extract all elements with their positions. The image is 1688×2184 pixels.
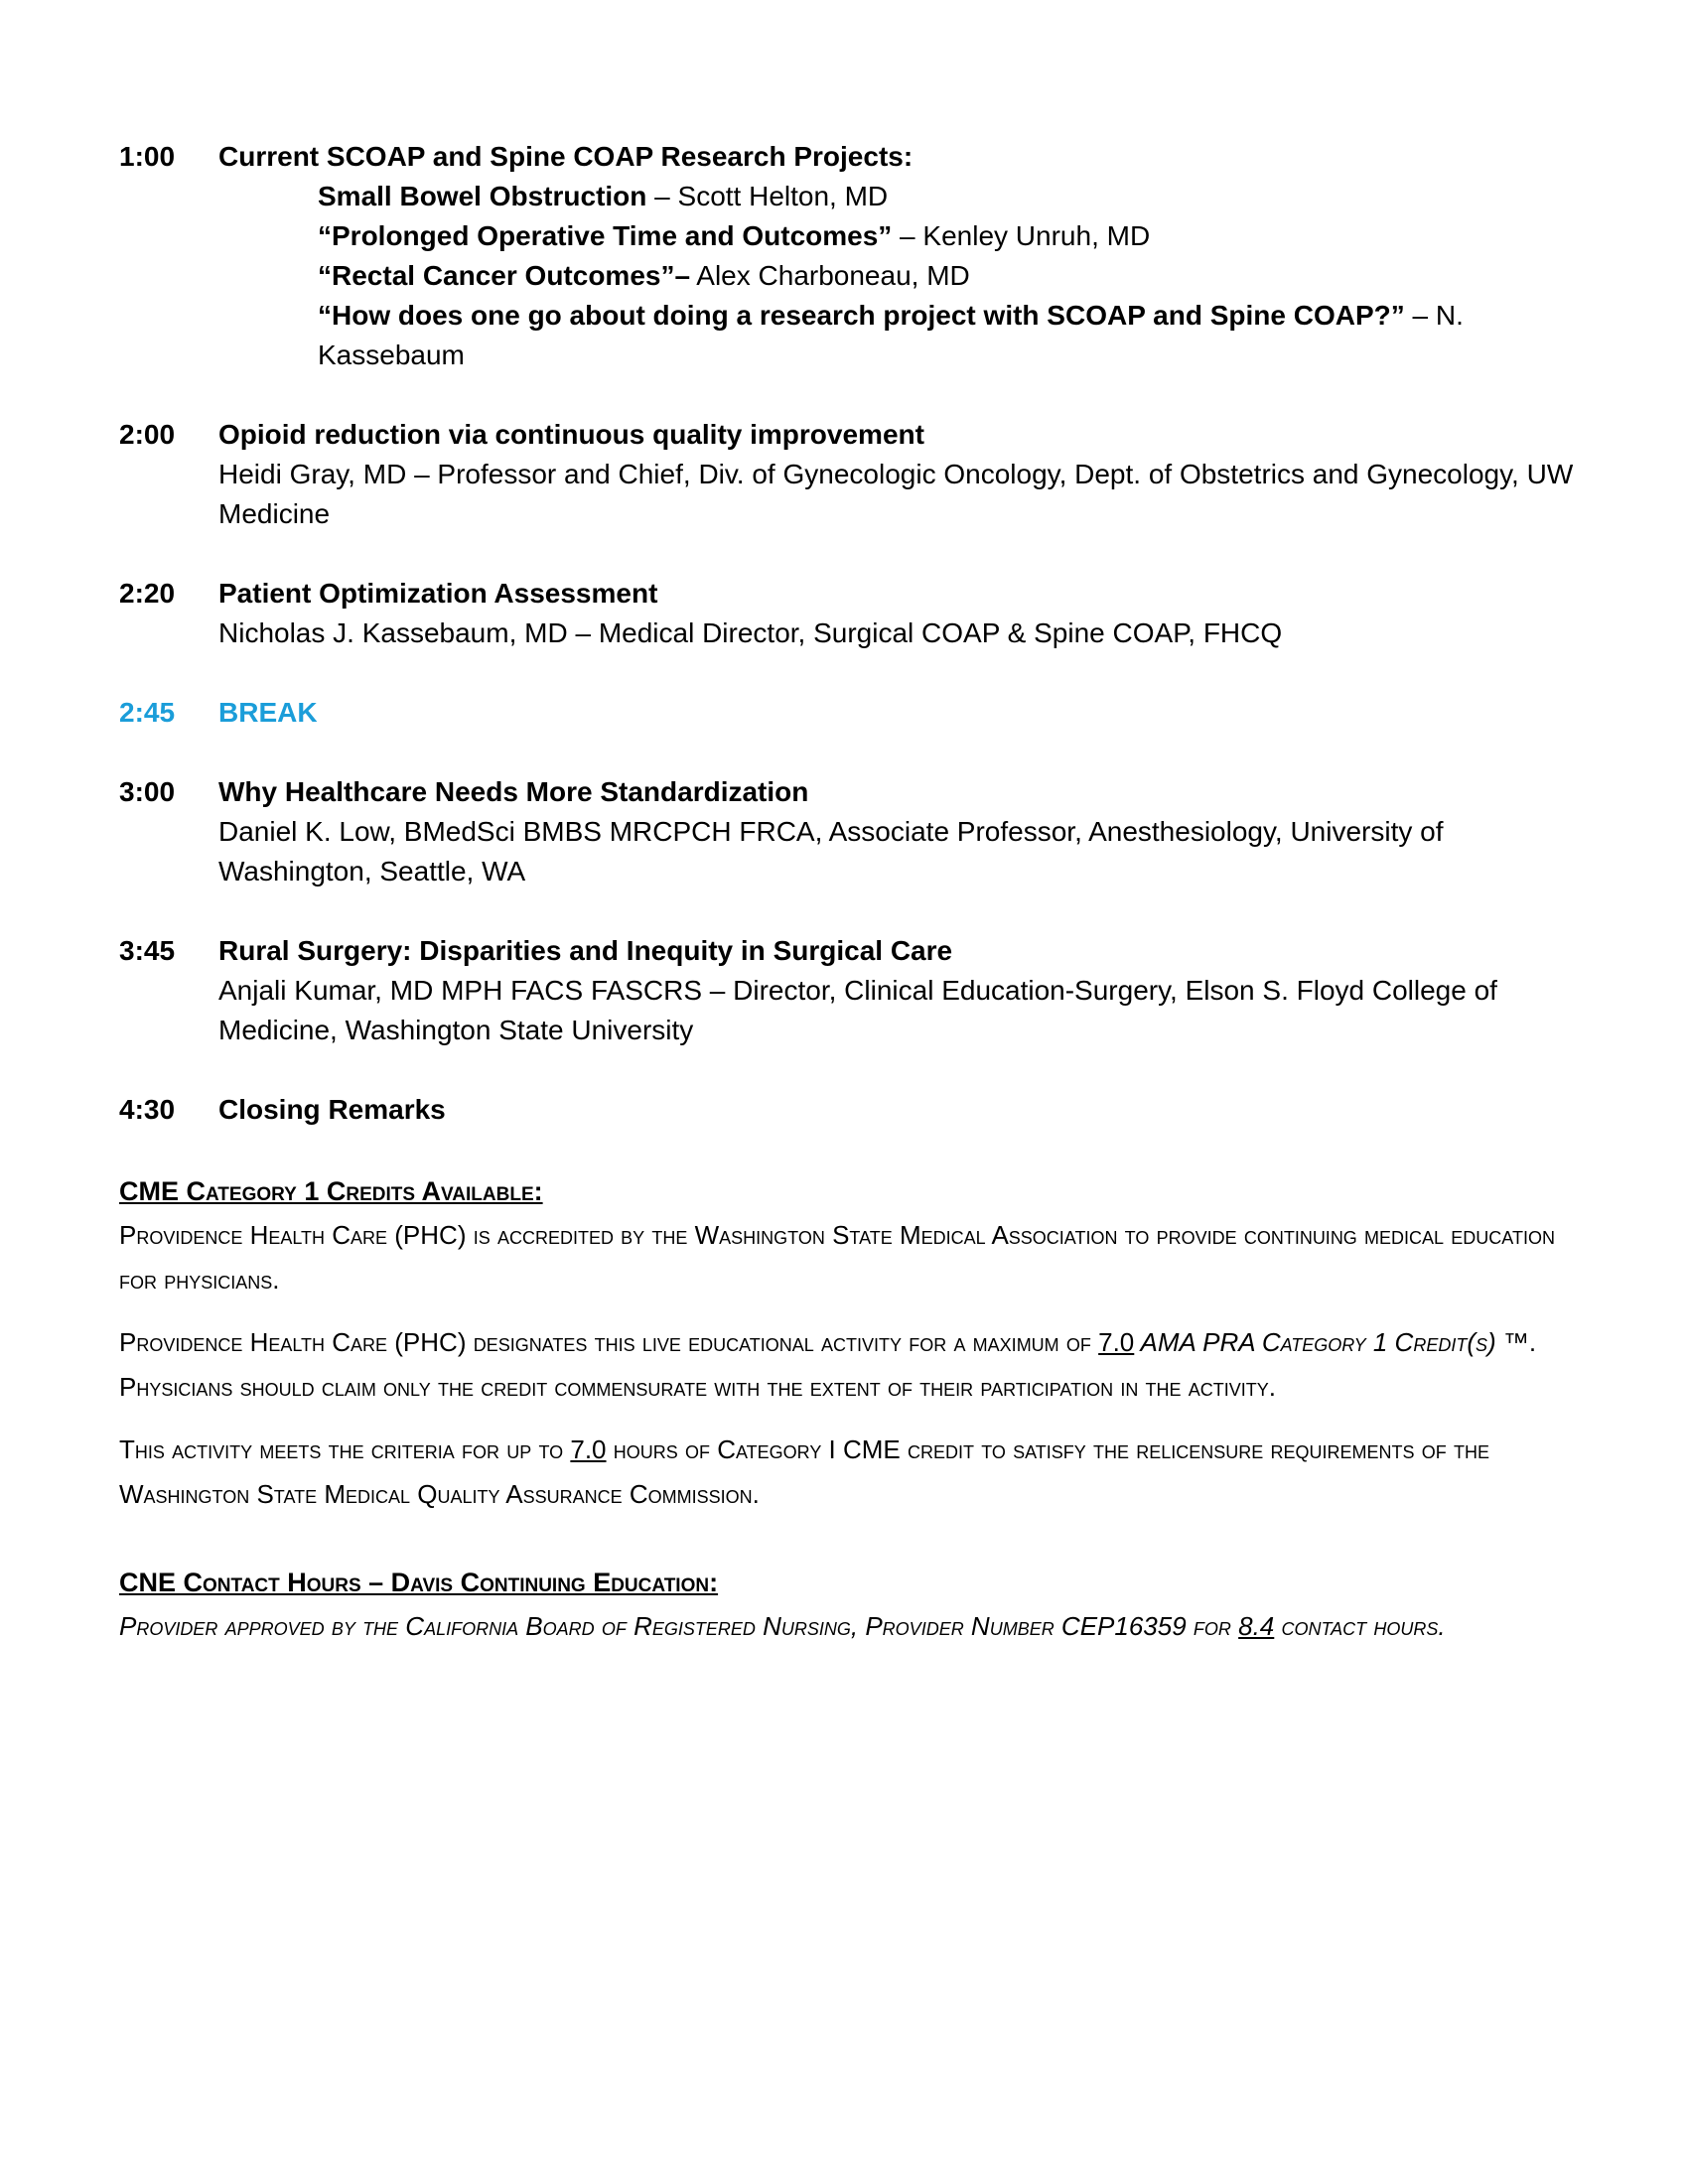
- session-time: 2:00: [119, 419, 176, 450]
- session-body: [218, 137, 1574, 375]
- cme-relicensure-text: This activity meets the criteria for up to: [119, 1434, 571, 1464]
- session-title: Why Healthcare Needs More Standardization: [218, 776, 809, 807]
- session-time: 4:30: [119, 1094, 176, 1125]
- session-subitem: [318, 177, 1574, 216]
- session-subitem: [318, 256, 1574, 296]
- subitem-presenter: – N. Kassebaum: [318, 300, 1464, 370]
- cne-provider-text-tail: contact hours.: [1274, 1611, 1446, 1641]
- session-time: 1:00: [119, 141, 176, 172]
- session-subitem: [318, 296, 1574, 375]
- cme-credit-type: AMA PRA Category 1 Credit(s) ™: [1134, 1327, 1529, 1357]
- cne-hours-value: 8.4: [1238, 1611, 1275, 1641]
- session-time: 2:20: [119, 578, 176, 609]
- cme-heading: CME Category 1 Credits Available:: [119, 1176, 543, 1206]
- subitem-topic: “Rectal Cancer Outcomes”–: [318, 260, 691, 291]
- session-time: 3:00: [119, 776, 176, 807]
- session-research-projects: [119, 137, 1574, 375]
- cme-relicensure-text-tail: hours of Category I CME credit to satisfy the relicensure requirements of the Washington State Medical Quality Assurance Commission.: [119, 1434, 1489, 1509]
- cme-hours-value: 7.0: [570, 1434, 607, 1464]
- session-time: 3:45: [119, 935, 176, 966]
- session-subitems: [318, 177, 1574, 375]
- session-rural-surgery: [119, 931, 1574, 1050]
- subitem-presenter: – Scott Helton, MD: [646, 181, 889, 211]
- cme-relicensure-paragraph: [119, 1428, 1574, 1517]
- session-body: [218, 1090, 1574, 1130]
- session-title: BREAK: [218, 697, 318, 728]
- session-speaker: Daniel K. Low, BMedSci BMBS MRCPCH FRCA, Associate Professor, Anesthesiology, University of Washington, Seattle, WA: [218, 816, 1444, 887]
- session-speaker: Anjali Kumar, MD MPH FACS FASCRS – Director, Clinical Education-Surgery, Elson S. Floyd College of Medicine, Washington State University: [218, 975, 1497, 1045]
- cne-provider-paragraph: [119, 1604, 1574, 1649]
- session-time: 2:45: [119, 697, 176, 728]
- session-body: [218, 931, 1574, 1050]
- session-break: [119, 693, 1574, 733]
- session-title: Current SCOAP and Spine COAP Research Projects:: [218, 141, 914, 172]
- session-body: [218, 415, 1574, 534]
- session-body: [218, 772, 1574, 891]
- cme-designation-paragraph: [119, 1320, 1574, 1410]
- agenda-schedule: [119, 137, 1574, 1130]
- session-title: Patient Optimization Assessment: [218, 578, 658, 609]
- session-speaker: Nicholas J. Kassebaum, MD – Medical Director, Surgical COAP & Spine COAP, FHCQ: [218, 617, 1283, 648]
- session-closing-remarks: [119, 1090, 1574, 1130]
- session-title: Closing Remarks: [218, 1094, 446, 1125]
- session-opioid-reduction: [119, 415, 1574, 534]
- subitem-topic: “Prolonged Operative Time and Outcomes”: [318, 220, 893, 251]
- cme-designation-text-tail: . Physicians should claim only the credit commensurate with the extent of their participation in the activity.: [119, 1327, 1537, 1402]
- cne-heading: CNE Contact Hours – Davis Continuing Education:: [119, 1568, 719, 1597]
- subitem-presenter: – Kenley Unruh, MD: [892, 220, 1151, 251]
- session-subitem: [318, 216, 1574, 256]
- session-standardization: [119, 772, 1574, 891]
- session-body: [218, 693, 1574, 733]
- cne-provider-text: Provider approved by the California Board of Registered Nursing, Provider Number CEP16359 for: [119, 1611, 1239, 1641]
- subitem-topic: “How does one go about doing a research project with SCOAP and Spine COAP?”: [318, 300, 1405, 331]
- session-title: Rural Surgery: Disparities and Inequity in Surgical Care: [218, 935, 953, 966]
- cme-designation-text: Providence Health Care (PHC) designates this live educational activity for a maximum of: [119, 1327, 1099, 1357]
- session-title: Opioid reduction via continuous quality improvement: [218, 419, 924, 450]
- session-patient-optimization: [119, 574, 1574, 653]
- subitem-presenter: Alex Charboneau, MD: [690, 260, 970, 291]
- session-speaker: Heidi Gray, MD – Professor and Chief, Div. of Gynecologic Oncology, Dept. of Obstetrics and Gynecology, UW Medicine: [218, 459, 1574, 529]
- cme-accreditation-paragraph: Providence Health Care (PHC) is accredited by the Washington State Medical Association to provide continuing medical education for physicians.: [119, 1220, 1555, 1295]
- subitem-topic: Small Bowel Obstruction: [318, 181, 647, 211]
- accreditation-section: [119, 1169, 1574, 1649]
- cme-credit-value: 7.0: [1098, 1327, 1135, 1357]
- session-body: [218, 574, 1574, 653]
